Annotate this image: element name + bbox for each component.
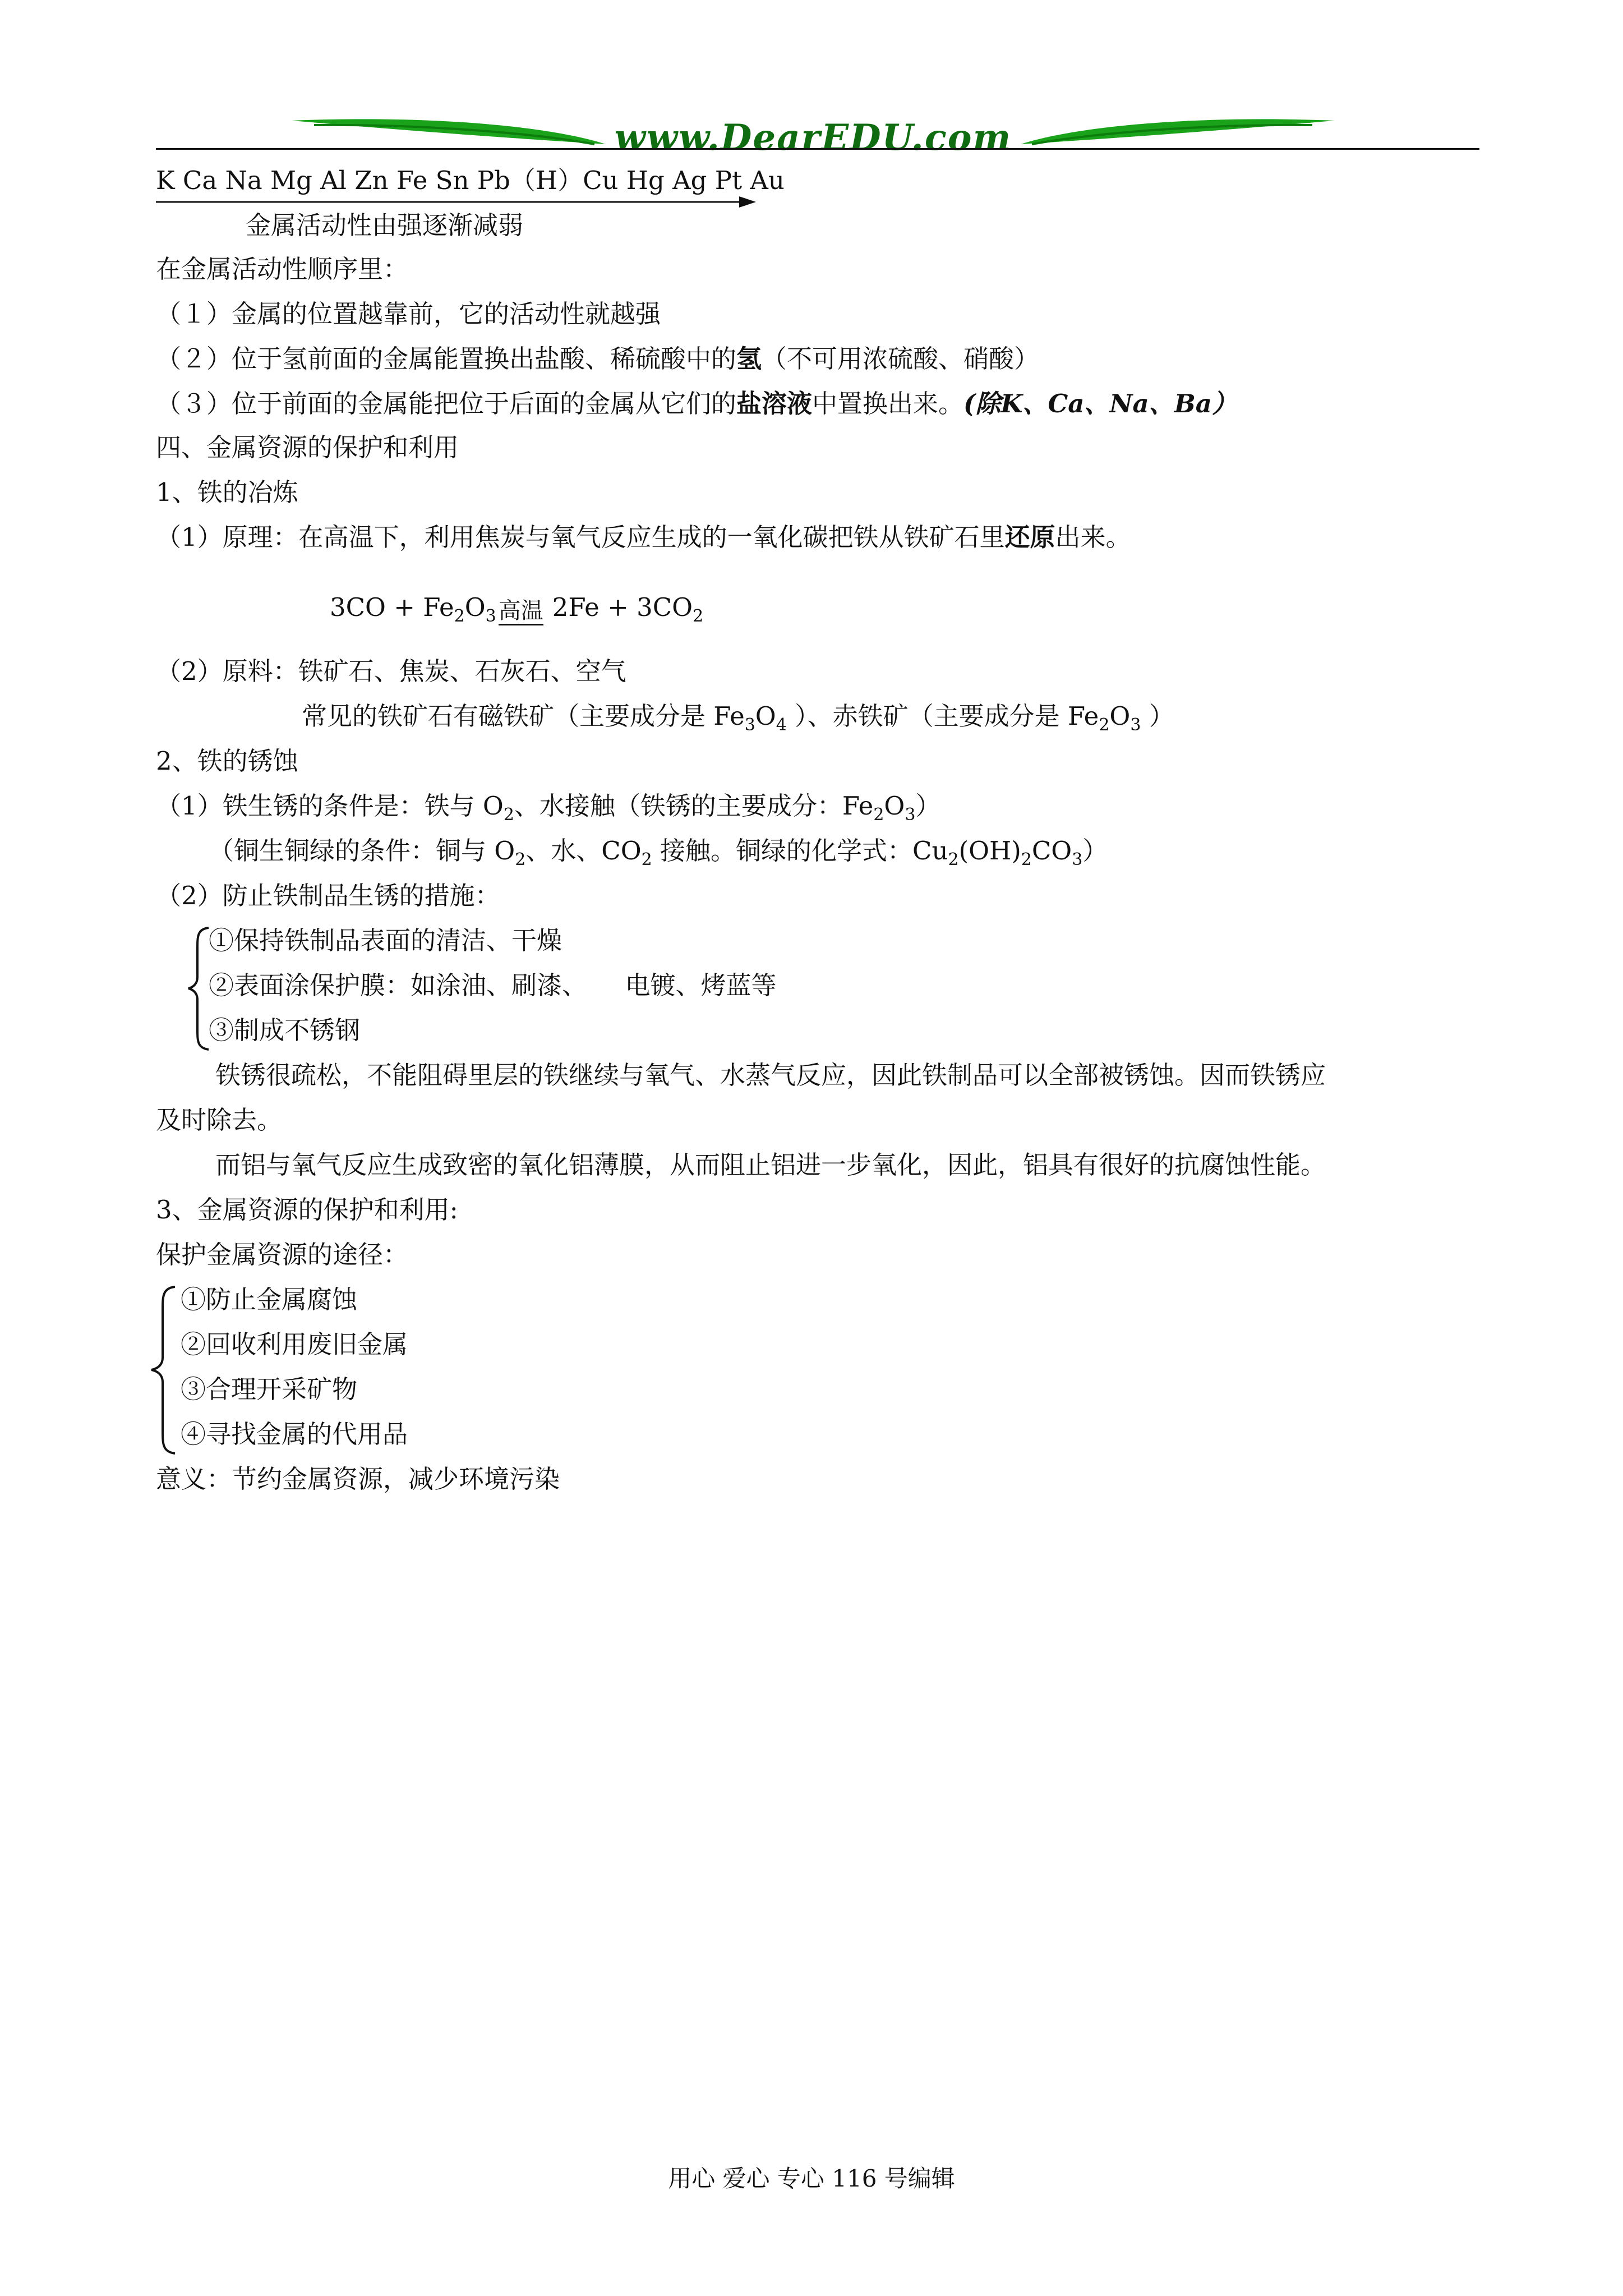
logo-text: www.DearEDU.com [614, 117, 1012, 159]
header-logo [292, 109, 1335, 160]
protect-title: 保护金属资源的途径： [156, 1240, 409, 1269]
prevent-item-2: ②表面涂保护膜：如涂油、刷漆、 电镀、烤蓝等 [209, 970, 777, 1000]
protect-item-3: ③合理开采矿物 [181, 1374, 358, 1404]
common-ores: 常见的铁矿石有磁铁矿（主要成分是 $Fe_3O_4$ ）、赤铁矿（主要成分是 $Fe_2O_3$ ） [302, 701, 1174, 735]
prevent-item-1: ①保持铁制品表面的清洁、干燥 [209, 926, 562, 955]
aluminum-paragraph: 而铝与氧气反应生成致密的氧化铝薄膜，从而阻止铝进一步氧化，因此，铝具有很好的抗腐蚀性能。 [215, 1150, 1326, 1180]
rule-item-1: （１）金属的位置越靠前，它的活动性就越强 [156, 299, 661, 329]
protect-item-2: ②回收利用废旧金属 [181, 1329, 408, 1359]
reaction-condition: 高温 [499, 598, 543, 625]
s2-title: 2、铁的锈蚀 [156, 746, 298, 776]
rules-intro: 在金属活动性顺序里： [156, 254, 409, 284]
brace-protect [147, 1285, 179, 1456]
rust-paragraph-line2: 及时除去。 [156, 1105, 283, 1135]
rust-paragraph-line1: 铁锈很疏松，不能阻碍里层的铁继续与氧气、水蒸气反应，因此铁制品可以全部被锈蚀。因而铁锈应 [215, 1060, 1326, 1090]
principle: （1）原理：在高温下，利用焦炭与氧气反应生成的一氧化碳把铁从铁矿石里还原出来。 [156, 522, 1131, 552]
significance: 意义：节约金属资源，减少环境污染 [156, 1464, 560, 1494]
page-footer: 用心 爱心 专心 116 号编辑 [668, 2165, 955, 2192]
header-rule [156, 148, 1479, 150]
prevent-item-3: ③制成不锈钢 [209, 1015, 361, 1045]
activity-series: K Ca Na Mg Al Zn Fe Sn Pb（H）Cu Hg Ag Pt Au [156, 165, 785, 195]
activity-caption: 金属活动性由强逐渐减弱 [246, 210, 524, 240]
activity-arrow [156, 195, 757, 209]
protect-item-1: ①防止金属腐蚀 [181, 1285, 358, 1314]
section4-title: 四、金属资源的保护和利用 [156, 432, 459, 462]
materials: （2）原料：铁矿石、焦炭、石灰石、空气 [156, 656, 626, 686]
rule-item-3: （３）位于前面的金属能把位于后面的金属从它们的盐溶液中置换出来。(除K、Ca、Na、Ba） [156, 389, 1237, 418]
rule-item-2: （２）位于氢前面的金属能置换出盐酸、稀硫酸中的氢（不可用浓硫酸、硝酸） [156, 344, 1040, 374]
copper-patina: （铜生铜绿的条件：铜与 $O_2$、水、$CO_2$ 接触。铜绿的化学式：$Cu_2(OH)_2CO_3$） [209, 836, 1108, 869]
rust-conditions: （1）铁生锈的条件是：铁与 $O_2$、水接触（铁锈的主要成分：$Fe_2O_3$） [156, 791, 941, 825]
s3-title: 3、金属资源的保护和利用: [156, 1195, 458, 1225]
protect-item-4: ④寻找金属的代用品 [181, 1419, 408, 1449]
s1-title: 1、铁的冶炼 [156, 477, 298, 507]
prevent-title: （2）防止铁制品生锈的措施： [156, 881, 500, 910]
reaction-equation: $3CO + Fe_2O_3$ 高温 $2Fe + 3CO_2$ [330, 592, 704, 626]
